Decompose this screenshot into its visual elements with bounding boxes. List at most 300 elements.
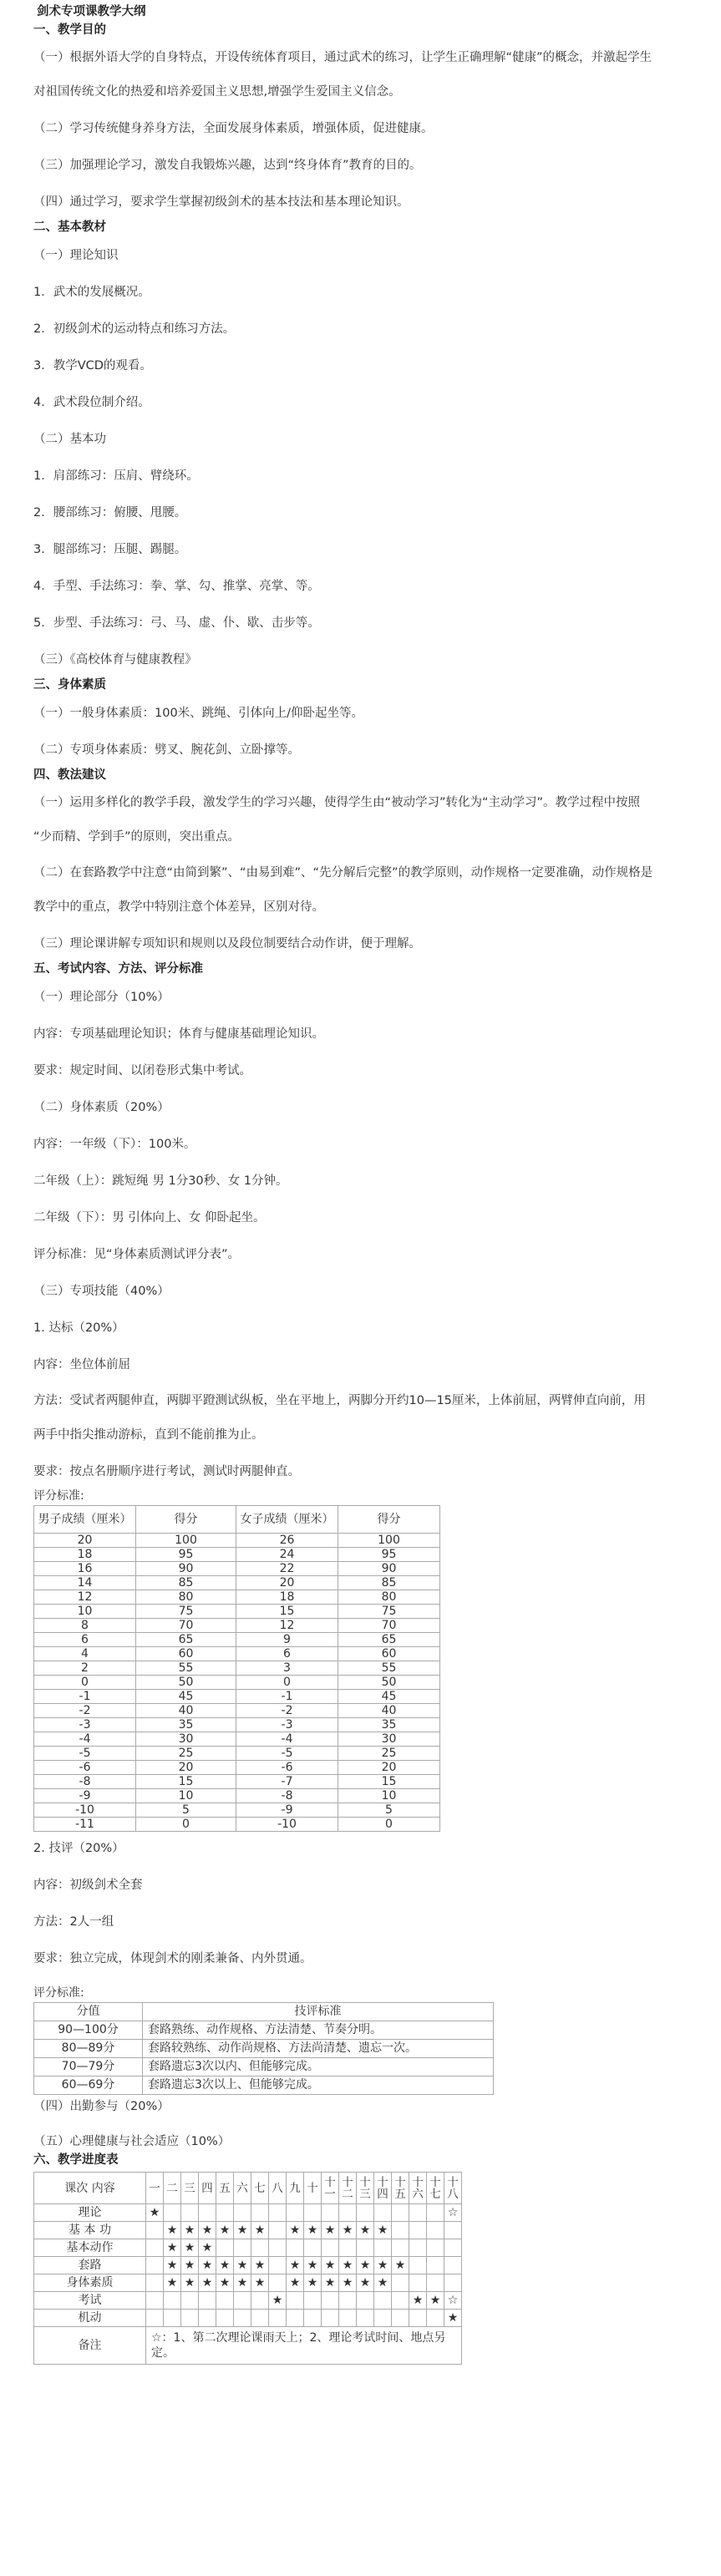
week-header-cell: 十四 [374, 2173, 392, 2204]
section-4-heading: 四、教法建议 [33, 768, 106, 782]
week-header-cell: 三 [181, 2173, 199, 2204]
schedule-mark-cell: ★ [269, 2292, 287, 2310]
subheading: 1. 达标（20%） [33, 1321, 124, 1335]
section-6-heading: 六、教学进度表 [33, 2153, 119, 2167]
table-row [34, 1732, 440, 1747]
schedule-mark-cell [374, 2310, 392, 2327]
table-cell: 60 [136, 1647, 236, 1661]
schedule-mark-cell: ★ [357, 2222, 374, 2239]
table-body [34, 2173, 462, 2365]
table-cell: 0 [34, 1676, 136, 1690]
table-cell: 100 [136, 1534, 236, 1548]
schedule-mark-cell: ★ [234, 2222, 251, 2239]
table-cell: -3 [34, 1718, 136, 1732]
week-header-cell: 七 [251, 2173, 269, 2204]
schedule-mark-cell: ★ [181, 2274, 199, 2292]
schedule-mark-cell [251, 2292, 269, 2310]
subheading: （一）理论知识 [33, 249, 119, 262]
table-cell: 10 [338, 1789, 440, 1803]
table-row [34, 1576, 440, 1590]
table-row [34, 1690, 440, 1704]
schedule-mark-cell [199, 2292, 216, 2310]
score-range-cell: 90—100分 [34, 2021, 143, 2040]
row-label-cell: 套路 [34, 2257, 146, 2274]
table-cell: 9 [236, 1633, 338, 1647]
paragraph: 二年级（上）：跳短绳 男 1分30秒、女 1分钟。 [33, 1174, 288, 1188]
week-header-cell: 十七 [427, 2173, 444, 2204]
table-row [34, 1633, 440, 1647]
schedule-mark-cell [409, 2310, 427, 2327]
schedule-mark-cell [287, 2204, 304, 2222]
schedule-mark-cell [304, 2310, 322, 2327]
paragraph: 要求：规定时间、以闭卷形式集中考试。 [33, 1064, 251, 1078]
schedule-mark-cell [322, 2292, 339, 2310]
schedule-mark-cell [374, 2204, 392, 2222]
schedule-mark-cell: ★ [339, 2257, 357, 2274]
row-label-cell: 基本动作 [34, 2239, 146, 2257]
paragraph: 教学中的重点，教学中特别注意个体差异，区别对待。 [33, 900, 324, 914]
schedule-mark-cell: ★ [234, 2274, 251, 2292]
table-cell: 80 [338, 1590, 440, 1605]
week-header-cell: 十一 [322, 2173, 339, 2204]
table-cell: 55 [136, 1661, 236, 1676]
table-cell: 65 [338, 1633, 440, 1647]
table-cell: -10 [34, 1803, 136, 1818]
table-header-row [34, 1506, 440, 1534]
table-cell: -9 [236, 1803, 338, 1818]
schedule-mark-cell: ★ [427, 2292, 444, 2310]
table-cell: 6 [34, 1633, 136, 1647]
schedule-mark-cell: ★ [304, 2274, 322, 2292]
score-range-cell: 80—89分 [34, 2040, 143, 2058]
schedule-mark-cell [146, 2310, 164, 2327]
score-range-cell: 60—69分 [34, 2077, 143, 2095]
table-cell: 95 [338, 1548, 440, 1562]
schedule-mark-cell [304, 2204, 322, 2222]
table-cell: -11 [34, 1818, 136, 1832]
table-cell: -1 [34, 1690, 136, 1704]
schedule-mark-cell [181, 2310, 199, 2327]
note-label-cell: 备注 [34, 2327, 146, 2365]
schedule-mark-cell [234, 2204, 251, 2222]
header-cell: 技评标准 [143, 2003, 494, 2021]
schedule-mark-cell [427, 2274, 444, 2292]
row-label-cell: 理论 [34, 2204, 146, 2222]
schedule-mark-cell [251, 2239, 269, 2257]
table-cell: 3 [236, 1661, 338, 1676]
week-header-cell: 一 [146, 2173, 164, 2204]
note-row [34, 2327, 462, 2365]
table-cell: 20 [236, 1576, 338, 1590]
schedule-mark-cell: ★ [357, 2274, 374, 2292]
table-cell: -5 [236, 1747, 338, 1761]
table-row [34, 2058, 494, 2077]
schedule-mark-cell [357, 2310, 374, 2327]
table-cell: 85 [136, 1576, 236, 1590]
table-row [34, 1605, 440, 1619]
paragraph: （二）专项身体素质：劈叉、腕花剑、立卧撑等。 [33, 743, 300, 757]
table-cell: 12 [236, 1619, 338, 1633]
list-item: 3．教学VCD的观看。 [33, 359, 152, 373]
schedule-mark-cell: ★ [339, 2274, 357, 2292]
schedule-mark-cell: ★ [199, 2257, 216, 2274]
row-label-cell: 身体素质 [34, 2274, 146, 2292]
schedule-mark-cell [304, 2292, 322, 2310]
table-cell: 25 [136, 1747, 236, 1761]
schedule-mark-cell [392, 2274, 409, 2292]
schedule-mark-cell [269, 2274, 287, 2292]
schedule-mark-cell [287, 2239, 304, 2257]
section-1-heading: 一、教学目的 [33, 23, 106, 37]
schedule-mark-cell [339, 2204, 357, 2222]
table-row [34, 1590, 440, 1605]
table-cell: 20 [338, 1761, 440, 1775]
schedule-mark-cell [374, 2239, 392, 2257]
schedule-row [34, 2292, 462, 2310]
list-item: 4．武术段位制介绍。 [33, 396, 150, 409]
schedule-mark-cell [427, 2204, 444, 2222]
schedule-mark-cell [251, 2204, 269, 2222]
table-row [34, 1718, 440, 1732]
header-cell: 女子成绩（厘米） [236, 1506, 338, 1534]
table-cell: 6 [236, 1647, 338, 1661]
technique-evaluation-table [33, 2002, 494, 2095]
week-header-cell: 二 [164, 2173, 181, 2204]
list-item: 5．步型、手法练习：弓、马、虚、仆、歇、击步等。 [33, 616, 320, 630]
table-row [34, 2021, 494, 2040]
schedule-mark-cell [164, 2310, 181, 2327]
table-row [34, 1534, 440, 1548]
table-cell: 25 [338, 1747, 440, 1761]
schedule-mark-cell: ★ [287, 2274, 304, 2292]
schedule-row [34, 2222, 462, 2239]
schedule-mark-cell [164, 2292, 181, 2310]
schedule-header-row [34, 2173, 462, 2204]
schedule-mark-cell: ★ [181, 2239, 199, 2257]
week-header-cell: 十 [304, 2173, 322, 2204]
list-item: 2．初级剑术的运动特点和练习方法。 [33, 322, 236, 336]
table-row [34, 1704, 440, 1718]
table-cell: 5 [338, 1803, 440, 1818]
table-row [34, 1647, 440, 1661]
week-header-cell: 十二 [339, 2173, 357, 2204]
table-cell: 8 [34, 1619, 136, 1633]
table-cell: -3 [236, 1718, 338, 1732]
schedule-mark-cell [287, 2310, 304, 2327]
schedule-mark-cell: ★ [251, 2222, 269, 2239]
header-cell: 得分 [338, 1506, 440, 1534]
table-cell: -10 [236, 1818, 338, 1832]
table-cell: 45 [338, 1690, 440, 1704]
paragraph: 对祖国传统文化的热爱和培养爱国主义思想,增强学生爱国主义信念。 [33, 85, 401, 99]
schedule-mark-cell: ☆ [444, 2292, 462, 2310]
schedule-mark-cell [357, 2292, 374, 2310]
table-cell: 100 [338, 1534, 440, 1548]
table-cell: -4 [34, 1732, 136, 1747]
schedule-mark-cell: ★ [287, 2257, 304, 2274]
schedule-mark-cell [287, 2292, 304, 2310]
schedule-mark-cell [216, 2292, 234, 2310]
paragraph: 内容：初级剑术全套 [33, 1879, 143, 1892]
table-cell: 0 [236, 1676, 338, 1690]
schedule-mark-cell: ★ [216, 2257, 234, 2274]
schedule-mark-cell: ★ [164, 2239, 181, 2257]
paragraph: （三）理论课讲解专项知识和规则以及段位制要结合动作讲，便于理解。 [33, 937, 421, 951]
paragraph: （三）加强理论学习，激发自我锻炼兴趣，达到“终身体育”教育的目的。 [33, 159, 422, 172]
table-label: 评分标准: [33, 1986, 84, 2000]
table-cell: 10 [34, 1605, 136, 1619]
section-5-heading: 五、考试内容、方法、评分标准 [33, 962, 203, 976]
schedule-mark-cell: ★ [322, 2274, 339, 2292]
criteria-cell: 套路较熟练、动作尚规格、方法尚清楚、遗忘一次。 [143, 2040, 494, 2058]
table-body [34, 1506, 440, 1832]
schedule-mark-cell [234, 2239, 251, 2257]
table-cell: 30 [136, 1732, 236, 1747]
table-cell: 50 [338, 1676, 440, 1690]
table-row [34, 1676, 440, 1690]
paragraph: （一）一般身体素质：100米、跳绳、引体向上/仰卧起坐等。 [33, 707, 364, 720]
table-cell: 24 [236, 1548, 338, 1562]
schedule-mark-cell: ★ [322, 2257, 339, 2274]
table-row [34, 1619, 440, 1633]
table-cell: 20 [34, 1534, 136, 1548]
criteria-cell: 套路遗忘3次以内、但能够完成。 [143, 2058, 494, 2077]
table-cell: 15 [338, 1775, 440, 1789]
paragraph: 二年级（下）：男 引体向上、女 仰卧起坐。 [33, 1211, 266, 1225]
criteria-cell: 套路遗忘3次以上、但能够完成。 [143, 2077, 494, 2095]
week-header-cell: 十五 [392, 2173, 409, 2204]
table-cell: 70 [136, 1619, 236, 1633]
schedule-mark-cell: ★ [304, 2257, 322, 2274]
section-3-heading: 三、身体素质 [33, 678, 106, 692]
schedule-mark-cell [251, 2310, 269, 2327]
table-cell: 75 [136, 1605, 236, 1619]
paragraph: 内容：坐位体前屈 [33, 1358, 130, 1372]
table-cell: -7 [236, 1775, 338, 1789]
paragraph: （五）心理健康与社会适应（10%） [33, 2135, 231, 2148]
schedule-mark-cell: ★ [199, 2222, 216, 2239]
paragraph: 要求：独立完成，体现剑术的刚柔兼备、内外贯通。 [33, 1952, 312, 1965]
schedule-mark-cell [234, 2292, 251, 2310]
week-header-cell: 四 [199, 2173, 216, 2204]
schedule-mark-cell [409, 2222, 427, 2239]
table-cell: 40 [136, 1704, 236, 1718]
schedule-mark-cell [444, 2257, 462, 2274]
schedule-mark-cell [392, 2310, 409, 2327]
paragraph: 两手中指尖推动游标，直到不能前推为止。 [33, 1428, 264, 1442]
schedule-mark-cell [234, 2310, 251, 2327]
table-cell: 40 [338, 1704, 440, 1718]
schedule-mark-cell [269, 2257, 287, 2274]
teaching-schedule-table [33, 2172, 462, 2365]
table-cell: 12 [34, 1590, 136, 1605]
schedule-row [34, 2310, 462, 2327]
schedule-mark-cell: ★ [287, 2222, 304, 2239]
table-cell: 26 [236, 1534, 338, 1548]
schedule-mark-cell [164, 2204, 181, 2222]
schedule-mark-cell [181, 2204, 199, 2222]
schedule-row [34, 2257, 462, 2274]
schedule-mark-cell [269, 2310, 287, 2327]
schedule-mark-cell: ★ [374, 2257, 392, 2274]
table-cell: 60 [338, 1647, 440, 1661]
section-2-heading: 二、基本教材 [33, 221, 106, 234]
schedule-row [34, 2239, 462, 2257]
table-cell: -8 [34, 1775, 136, 1789]
table-cell: 95 [136, 1548, 236, 1562]
paragraph: 内容：一年级（下）：100米。 [33, 1138, 196, 1151]
week-header-cell: 五 [216, 2173, 234, 2204]
table-row [34, 1789, 440, 1803]
week-header-cell: 九 [287, 2173, 304, 2204]
table-cell: 4 [34, 1647, 136, 1661]
schedule-mark-cell [409, 2274, 427, 2292]
week-header-cell: 八 [269, 2173, 287, 2204]
list-item: 4．手型、手法练习：拳、掌、勾、推掌、亮掌、等。 [33, 580, 320, 593]
schedule-mark-cell: ★ [216, 2222, 234, 2239]
paragraph: （一）根据外语大学的自身特点，开设传统体育项目，通过武术的练习，让学生正确理解“健康”的概念，并激起学生 [33, 51, 652, 64]
table-cell: 5 [136, 1803, 236, 1818]
schedule-mark-cell [357, 2204, 374, 2222]
schedule-mark-cell [427, 2222, 444, 2239]
table-cell: 14 [34, 1576, 136, 1590]
row-label-cell: 考试 [34, 2292, 146, 2310]
subheading: （一）理论部分（10%） [33, 991, 170, 1004]
week-header-cell: 十三 [357, 2173, 374, 2204]
schedule-mark-cell [374, 2292, 392, 2310]
table-cell: -4 [236, 1732, 338, 1747]
table-cell: 55 [338, 1661, 440, 1676]
schedule-mark-cell: ★ [181, 2222, 199, 2239]
schedule-mark-cell: ★ [234, 2257, 251, 2274]
table-row [34, 1747, 440, 1761]
schedule-mark-cell: ★ [409, 2292, 427, 2310]
subheading: （二）基本功 [33, 433, 106, 446]
table-cell: -2 [236, 1704, 338, 1718]
table-row [34, 1661, 440, 1676]
schedule-mark-cell: ★ [164, 2222, 181, 2239]
schedule-mark-cell [339, 2292, 357, 2310]
paragraph: （二）在套路教学中注意“由简到繁”、“由易到难”、“先分解后完整”的教学原则，动作规格一定要准确，动作规格是 [33, 866, 653, 880]
table-cell: -9 [34, 1789, 136, 1803]
schedule-mark-cell [427, 2239, 444, 2257]
header-cell: 男子成绩（厘米） [34, 1506, 136, 1534]
table-cell: -6 [236, 1761, 338, 1775]
schedule-mark-cell [339, 2239, 357, 2257]
schedule-mark-cell: ★ [374, 2274, 392, 2292]
row-label-cell: 基 本 功 [34, 2222, 146, 2239]
table-cell: 75 [338, 1605, 440, 1619]
paragraph: （二）学习传统健身养身方法，全面发展身体素质，增强体质，促进健康。 [33, 122, 434, 135]
schedule-mark-cell [146, 2292, 164, 2310]
paragraph: “少而精、学到手”的原则，突出重点。 [33, 830, 241, 844]
table-cell: -5 [34, 1747, 136, 1761]
paragraph: 要求：按点名册顺序进行考试，测试时两腿伸直。 [33, 1465, 300, 1478]
table-cell: 0 [136, 1818, 236, 1832]
schedule-mark-cell: ★ [199, 2239, 216, 2257]
paragraph: （四）出勤参与（20%） [33, 2100, 170, 2113]
header-cell: 得分 [136, 1506, 236, 1534]
schedule-mark-cell [392, 2292, 409, 2310]
schedule-mark-cell [216, 2239, 234, 2257]
schedule-row [34, 2204, 462, 2222]
schedule-mark-cell [392, 2222, 409, 2239]
schedule-mark-cell [304, 2239, 322, 2257]
table-label: 评分标准: [33, 1489, 84, 1503]
row-label-cell: 机动 [34, 2310, 146, 2327]
paragraph: 评分标准：见“身体素质测试评分表”。 [33, 1248, 241, 1261]
table-cell: 0 [338, 1818, 440, 1832]
paragraph: 内容：专项基础理论知识；体育与健康基础理论知识。 [33, 1027, 324, 1041]
corner-cell: 课次 内容 [34, 2173, 146, 2204]
schedule-mark-cell [146, 2274, 164, 2292]
table-row [34, 1548, 440, 1562]
table-cell: 22 [236, 1562, 338, 1576]
subheading: 2. 技评（20%） [33, 1842, 124, 1855]
list-item: 1．武术的发展概况。 [33, 286, 150, 299]
schedule-mark-cell [427, 2257, 444, 2274]
table-row [34, 1818, 440, 1832]
table-cell: 15 [236, 1605, 338, 1619]
table-cell: 80 [136, 1590, 236, 1605]
week-header-cell: 十八 [444, 2173, 462, 2204]
table-row [34, 2077, 494, 2095]
table-cell: 10 [136, 1789, 236, 1803]
schedule-mark-cell: ★ [304, 2222, 322, 2239]
paragraph: 方法：受试者两腿伸直，两脚平蹬测试纵板，坐在平地上，两脚分开约10—15厘米，上体前屈，两臂伸直向前，用 [33, 1394, 646, 1407]
subheading: （三）专项技能（40%） [33, 1285, 170, 1298]
schedule-mark-cell [392, 2239, 409, 2257]
schedule-mark-cell: ★ [251, 2257, 269, 2274]
table-cell: 35 [136, 1718, 236, 1732]
table-row [34, 1803, 440, 1818]
week-header-cell: 六 [234, 2173, 251, 2204]
table-cell: 85 [338, 1576, 440, 1590]
schedule-mark-cell: ★ [181, 2257, 199, 2274]
schedule-mark-cell [409, 2239, 427, 2257]
table-cell: 2 [34, 1661, 136, 1676]
paragraph: 方法：2人一组 [33, 1915, 114, 1929]
score-range-cell: 70—79分 [34, 2058, 143, 2077]
table-cell: -6 [34, 1761, 136, 1775]
table-cell: 50 [136, 1676, 236, 1690]
criteria-cell: 套路熟练、动作规格、方法清楚、节奏分明。 [143, 2021, 494, 2040]
schedule-mark-cell: ★ [392, 2257, 409, 2274]
document-title: 剑术专项课教学大纲 [37, 5, 146, 18]
subheading: （二）身体素质（20%） [33, 1101, 170, 1114]
schedule-mark-cell: ★ [339, 2222, 357, 2239]
schedule-mark-cell: ★ [444, 2310, 462, 2327]
schedule-mark-cell [199, 2204, 216, 2222]
schedule-mark-cell: ☆ [444, 2204, 462, 2222]
schedule-mark-cell [216, 2204, 234, 2222]
table-cell: 35 [338, 1718, 440, 1732]
table-cell: 30 [338, 1732, 440, 1747]
subheading: （三）《高校体育与健康教程》 [33, 653, 197, 667]
schedule-mark-cell: ★ [374, 2222, 392, 2239]
table-cell: 15 [136, 1775, 236, 1789]
schedule-mark-cell [322, 2204, 339, 2222]
header-cell: 分值 [34, 2003, 143, 2021]
schedule-mark-cell: ★ [146, 2204, 164, 2222]
schedule-mark-cell [339, 2310, 357, 2327]
schedule-mark-cell [199, 2310, 216, 2327]
schedule-mark-cell [181, 2292, 199, 2310]
schedule-mark-cell [444, 2239, 462, 2257]
schedule-mark-cell: ★ [322, 2222, 339, 2239]
table-cell: 70 [338, 1619, 440, 1633]
table-cell: 90 [338, 1562, 440, 1576]
